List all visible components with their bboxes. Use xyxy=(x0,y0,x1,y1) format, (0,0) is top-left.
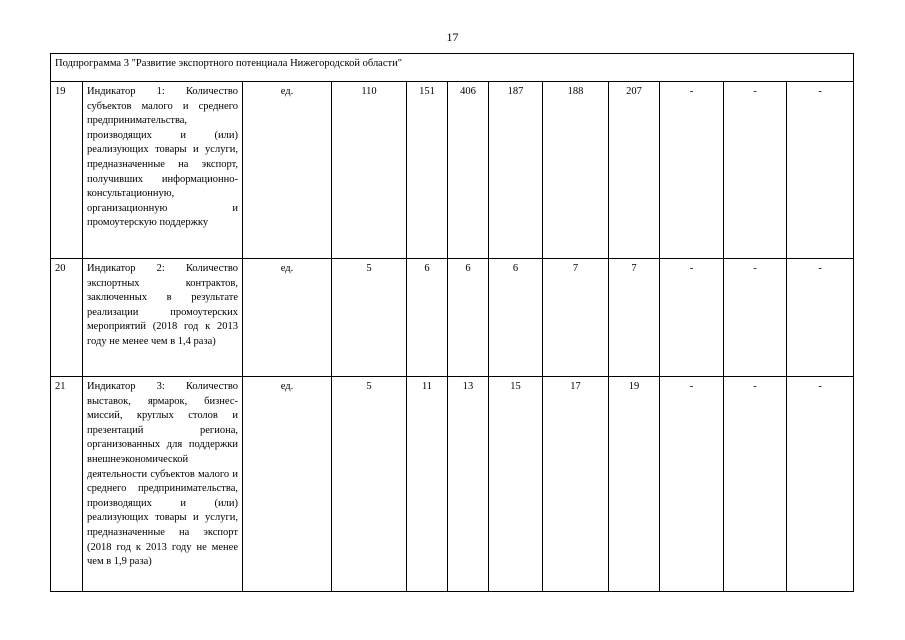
table-row xyxy=(51,377,854,592)
value-cell: 406 xyxy=(448,82,489,259)
table-row xyxy=(51,259,854,377)
value-cell: 19 xyxy=(609,377,660,592)
subprogram-title: Подпрограмма 3 "Развитие экспортного потенциала Нижегородской области" xyxy=(51,54,854,82)
unit-cell: ед. xyxy=(243,82,332,259)
value-cell: 13 xyxy=(448,377,489,592)
value-cell: 17 xyxy=(543,377,609,592)
unit-cell: ед. xyxy=(243,259,332,377)
indicators-table xyxy=(50,53,854,592)
value-cell: 15 xyxy=(489,377,543,592)
value-cell: 7 xyxy=(609,259,660,377)
value-cell: - xyxy=(787,259,854,377)
value-cell: - xyxy=(660,82,724,259)
value-cell: 187 xyxy=(489,82,543,259)
value-cell: 151 xyxy=(407,82,448,259)
indicator-description: Индикатор 1: Количество субъектов малого и среднего предпринимательства, производящих и (или) реализующих товары и услуги, предназначенные на экспорт, получивших информационно-консультационную, организационную и промоутерскую поддержку xyxy=(83,82,243,259)
value-cell: - xyxy=(660,259,724,377)
value-cell: 6 xyxy=(407,259,448,377)
row-number: 20 xyxy=(51,259,83,377)
value-cell: - xyxy=(724,82,787,259)
value-cell: - xyxy=(787,82,854,259)
value-cell: 188 xyxy=(543,82,609,259)
value-cell: 5 xyxy=(332,377,407,592)
table-row xyxy=(51,82,854,259)
value-cell: - xyxy=(660,377,724,592)
value-cell: - xyxy=(787,377,854,592)
value-cell: - xyxy=(724,259,787,377)
unit-cell: ед. xyxy=(243,377,332,592)
value-cell: 207 xyxy=(609,82,660,259)
row-number: 19 xyxy=(51,82,83,259)
value-cell: 5 xyxy=(332,259,407,377)
value-cell: - xyxy=(724,377,787,592)
value-cell: 7 xyxy=(543,259,609,377)
value-cell: 11 xyxy=(407,377,448,592)
value-cell: 110 xyxy=(332,82,407,259)
page-number: 17 xyxy=(446,30,459,44)
row-number: 21 xyxy=(51,377,83,592)
value-cell: 6 xyxy=(489,259,543,377)
value-cell: 6 xyxy=(448,259,489,377)
indicator-description: Индикатор 2: Количество экспортных контрактов, заключенных в результате реализации промоутерских мероприятий (2018 год к 2013 году не менее чем в 1,4 раза) xyxy=(83,259,243,377)
indicator-description: Индикатор 3: Количество выставок, ярмарок, бизнес-миссий, круглых столов и презентаций региона, организованных для поддержки внешнеэкономической деятельности субъектов малого и среднего предпринимательства, производящих и (или) реализующих товары и услуги, предназначенные на экспорт (2018 год к 2013 году не менее чем в 1,9 раза) xyxy=(83,377,243,592)
